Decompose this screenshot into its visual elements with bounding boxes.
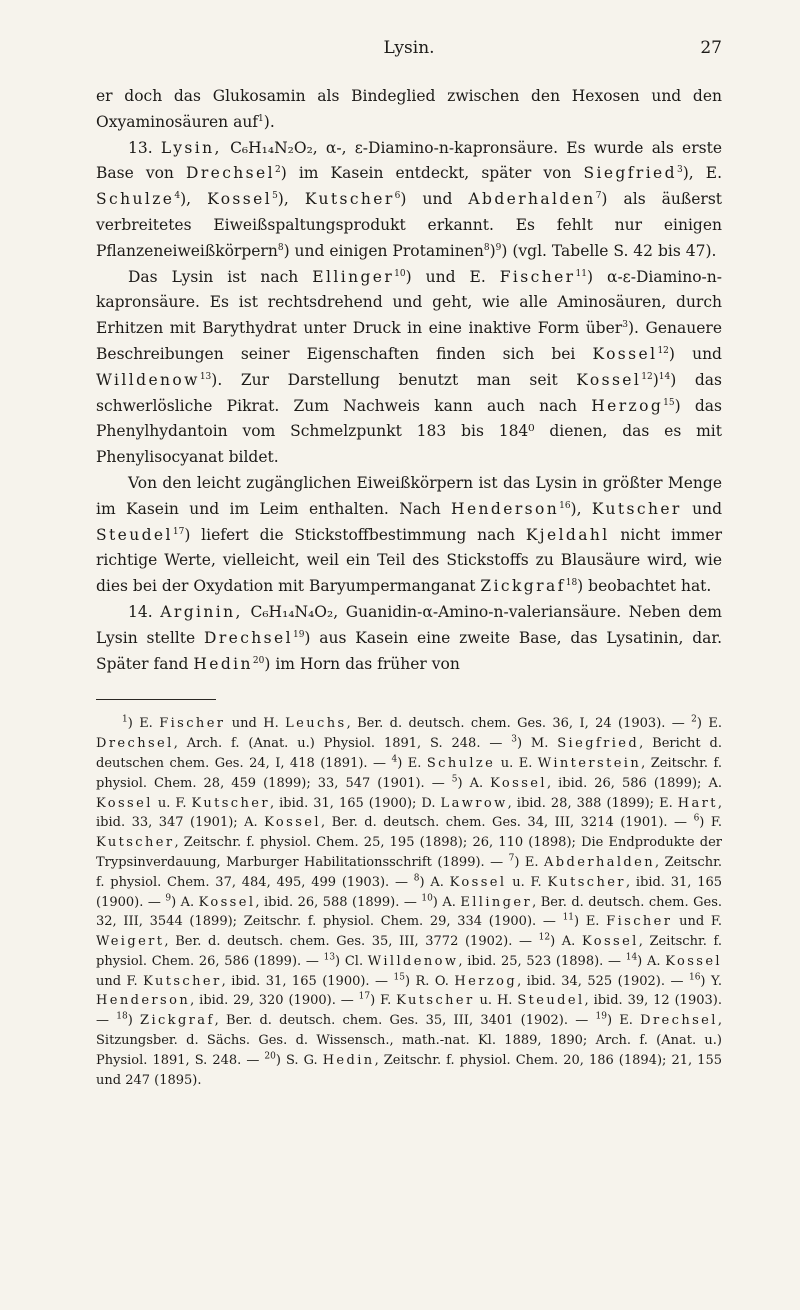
text-run: ), E.	[682, 164, 722, 183]
text-run: ) S. G.	[275, 1052, 323, 1068]
footnote-ref: 19	[292, 629, 305, 640]
spaced-name: Drechsel	[204, 628, 293, 647]
text-run: ) A.	[457, 775, 491, 791]
text-run: ),	[277, 190, 305, 209]
text-run: )	[652, 370, 659, 389]
text-run: ) aus Kasein eine zweite Base, das Lysatinin, dar. Später fand	[96, 628, 722, 673]
footnote-ref: 16	[559, 500, 571, 511]
footnote-ref: 18	[565, 577, 578, 588]
footnote-ref: 8	[483, 242, 490, 253]
spaced-name: Kossel	[490, 775, 547, 791]
spaced-name: Weigert	[96, 934, 165, 950]
spaced-name: Kutscher	[96, 835, 175, 851]
text-run: u. F.	[506, 874, 548, 890]
footnote-ref: 18	[116, 1011, 128, 1022]
spaced-name: Kutscher	[304, 190, 395, 209]
footnote-ref: 19	[595, 1011, 607, 1022]
spaced-name: Hedin	[193, 654, 253, 673]
text-run: , Zeitschr. f. physiol. Chem. 28, 459 (1899); 33, 547 (1901). —	[96, 755, 723, 791]
spaced-name: Drechsel	[96, 736, 174, 752]
footnote-ref: 13	[323, 952, 336, 963]
text-run: er doch das Glukosamin als Bindeglied zwischen den Hexosen und den Oxyaminosäuren auf	[96, 87, 722, 131]
spaced-name: Steudel	[96, 525, 173, 544]
text-run: , Ber. d. deutsch. chem. Ges. 35, III, 3401 (1902). —	[214, 1013, 596, 1029]
spaced-name: Herzog	[454, 973, 518, 989]
spaced-name: Kutscher	[191, 795, 270, 811]
paragraph	[96, 265, 722, 471]
text-run: , Ber. d. deutsch. chem. Ges. 35, III, 3772 (1902). —	[164, 934, 539, 950]
text-run: , ibid. 33, 347 (1901); A.	[96, 795, 723, 831]
footnote-ref: 8	[413, 873, 420, 884]
text-run: ) E.	[514, 854, 545, 870]
text-run: ) A.	[637, 953, 666, 969]
spaced-name: Kossel	[581, 934, 639, 950]
text-run: ) im Kasein entdeckt, später von	[280, 164, 584, 183]
spaced-name: Drechsel	[640, 1013, 718, 1029]
spaced-name: Leuchs	[285, 716, 347, 732]
spaced-name: Fischer	[606, 914, 673, 930]
spaced-name: Kutscher	[547, 874, 626, 890]
text-run: und	[681, 499, 722, 518]
spaced-name: Kutscher	[143, 973, 222, 989]
footnote-ref: 15	[663, 397, 675, 408]
spaced-name: Kossel	[207, 190, 273, 209]
spaced-name: Kutscher	[591, 499, 682, 518]
footnote-ref: 3	[676, 165, 683, 176]
text-run: , ibid. 25, 523 (1898). —	[458, 953, 626, 969]
footnote-ref: 5	[272, 191, 278, 202]
footnote-ref: 4	[391, 754, 398, 765]
text-run: )	[127, 1013, 141, 1029]
spaced-name: Steudel	[517, 993, 585, 1009]
spaced-name: Kossel	[198, 894, 256, 910]
text-run: und F.	[672, 914, 722, 930]
footnote-ref: 20	[264, 1051, 276, 1062]
text-run: , Arch. f. (Anat. u.) Physiol. 1891, S. 248. —	[173, 736, 512, 752]
text-run: ) und einigen Protaminen	[283, 241, 484, 260]
text-run: ) Cl.	[335, 953, 368, 969]
spaced-name: Lawrow	[440, 795, 508, 811]
text-run: Das Lysin ist nach	[128, 267, 313, 286]
spaced-name: Kossel	[264, 815, 321, 831]
spaced-name: Kossel	[665, 953, 722, 969]
text-run: C₆H₁₄N₂O₂, α-, ε-Diamino-n-kapronsäure. Es wurde als erste Base von	[96, 138, 722, 183]
footnote-ref: 11	[562, 912, 575, 923]
body-text	[96, 84, 722, 677]
text-run: , ibid. 39, 12 (1903). —	[96, 993, 722, 1029]
text-run: ) das Phenylhydantoin vom Schmelzpunkt 183 bis 184⁰ dienen, das es mit Phenylisocyanat bildet.	[96, 396, 722, 467]
text-run: ),	[570, 499, 592, 518]
page-number: 27	[700, 38, 722, 58]
paragraph	[96, 136, 722, 265]
text-run: ),	[180, 190, 208, 209]
spaced-name: Kutscher	[396, 993, 475, 1009]
text-run: , Zeitschr. f. physiol. Chem. 37, 484, 495, 499 (1903). —	[96, 854, 722, 890]
paragraph	[96, 600, 722, 677]
footnote-ref: 2	[691, 715, 697, 725]
spaced-name: Hart	[677, 795, 718, 811]
footnote-ref: 14	[658, 371, 671, 382]
footnote-ref: 12	[538, 932, 551, 943]
text-run: u. H.	[474, 993, 518, 1009]
text-run: , ibid. 31, 165 (1900); D.	[269, 795, 441, 811]
text-run: und H.	[225, 716, 286, 732]
text-run: , ibid. 26, 586 (1899); A.	[546, 775, 722, 791]
spaced-name: Kossel	[592, 344, 658, 363]
footnote-ref: 2	[274, 165, 281, 176]
spaced-name: Zickgraf	[480, 577, 566, 596]
text-run: , Bericht d. deutschen chem. Ges. 24, I, 418 (1891). —	[96, 736, 722, 771]
text-run: ) als äußerst verbreitetes Eiweißspaltungsprodukt erkannt. Es fehlt nur einigen Pflanzeneiweißkörpern	[96, 190, 723, 260]
text-run: ). Zur Darstellung benutzt man seit	[211, 370, 577, 389]
text-run: ) E.	[606, 1013, 641, 1029]
text-run: , ibid. 26, 588 (1899). —	[255, 894, 422, 910]
text-run: 14.	[128, 602, 161, 621]
text-run: ) und E.	[405, 267, 500, 286]
footnote-ref: 10	[394, 268, 406, 279]
text-run: ) E.	[574, 914, 607, 930]
spaced-name: Willdenow	[367, 953, 459, 969]
footnote	[96, 714, 722, 1090]
spaced-name: Fischer	[499, 267, 576, 286]
text-run: ) F.	[699, 815, 722, 831]
text-run: , Zeitschr. f. physiol. Chem. 26, 586 (1899). —	[96, 934, 722, 969]
spaced-name: Henderson	[96, 993, 191, 1009]
text-run: , ibid. 31, 165 (1900). —	[221, 973, 394, 989]
text-run: ) A.	[550, 934, 582, 950]
text-run: , ibid. 34, 525 (1902). —	[517, 973, 689, 989]
spaced-name: Kossel	[96, 795, 153, 811]
spaced-name: Zickgraf	[140, 1013, 215, 1029]
footnote-ref: 11	[575, 268, 587, 279]
spaced-name: Hedin	[322, 1052, 375, 1068]
spaced-name: Abderhalden	[468, 190, 596, 209]
text-run: C₆H₁₄N₄O₂, Guanidin-α-Amino-n-valeriansäure. Neben dem Lysin stellte	[96, 602, 722, 647]
footnote-divider	[96, 699, 216, 700]
text-run: u. E.	[495, 755, 538, 771]
spaced-name: Ellinger	[312, 267, 395, 286]
footnote-ref: 6	[394, 191, 401, 202]
text-run: ) im Horn das früher von	[264, 654, 460, 673]
spaced-name: Schulze	[96, 190, 175, 209]
text-run: , Zeitschr. f. physiol. Chem. 20, 186 (1894); 21, 155 und 247 (1895).	[96, 1052, 722, 1088]
text-run: ) E.	[397, 755, 427, 771]
text-run: ) E.	[696, 716, 722, 732]
text-run: ) liefert die Stickstoffbestimmung nach	[184, 525, 526, 544]
text-run: ) A.	[419, 874, 450, 890]
spaced-name: Ellinger	[460, 894, 533, 910]
text-run: , Ber. d. deutsch. chem. Ges. 32, III, 3544 (1899); Zeitschr. f. physiol. Chem. 29, 334 (1900). —	[96, 894, 723, 930]
text-run: 13.	[128, 138, 161, 157]
footnote-ref: 13	[199, 371, 212, 382]
text-run: ) α-ε-Diamino-n-kapronsäure. Es ist rechtsdrehend und geht, wie alle Aminosäuren, durch Erhitzen mit Barythydrat unter Druck in eine inaktive Form über	[96, 267, 722, 338]
text-run: ) M.	[516, 736, 558, 752]
spaced-name: Henderson	[451, 499, 560, 518]
spaced-name: Siegfried	[583, 164, 677, 183]
footnote-ref: 20	[252, 655, 265, 666]
footnote-ref: 9	[495, 242, 502, 253]
text-run: ) (vgl. Tabelle S. 42 bis 47).	[501, 241, 717, 260]
text-run: ) E.	[127, 716, 160, 732]
spaced-name: Arginin,	[160, 602, 243, 621]
spaced-name: Lysin,	[160, 138, 222, 157]
spaced-name: Kossel	[576, 370, 642, 389]
paragraph	[96, 84, 722, 136]
footnote-ref: 9	[165, 893, 172, 904]
footnote-ref: 4	[174, 191, 181, 202]
text-run: )	[489, 241, 496, 260]
spaced-name: Siegfried	[557, 736, 640, 752]
footnote-ref: 10	[421, 893, 433, 904]
footnote-ref: 15	[393, 972, 405, 983]
text-run: ) und	[400, 190, 469, 209]
text-run: u. F.	[152, 795, 192, 811]
text-run: , Sitzungsber. d. Sächs. Ges. d. Wissensch., math.-nat. Kl. 1889, 1890; Arch. f. (Anat. u.) Physiol. 1891, S. 248. —	[96, 1013, 722, 1068]
text-run: Von den leicht zugänglichen Eiweißkörpern ist das Lysin in größter Menge im Kasein und im Leim enthalten. Nach	[96, 473, 722, 518]
spaced-name: Herzog	[591, 396, 664, 415]
text-run: , ibid. 31, 165 (1900). —	[96, 874, 723, 910]
text-run: ).	[263, 112, 275, 131]
footnote-ref: 16	[688, 972, 701, 983]
text-run: ) das schwerlösliche Pikrat. Zum Nachweis kann auch nach	[96, 370, 722, 415]
spaced-name: Fischer	[159, 716, 226, 732]
footnote-ref: 1	[258, 113, 264, 124]
text-run: ) Y.	[700, 973, 723, 989]
footnote-ref: 6	[693, 813, 700, 824]
running-head	[96, 38, 722, 60]
footnote-ref: 8	[277, 242, 284, 253]
text-run: ) beobachtet hat.	[577, 577, 712, 596]
footnote-ref: 7	[508, 853, 515, 864]
footnote-ref: 5	[451, 774, 458, 785]
text-run: , ibid. 29, 320 (1900). —	[190, 993, 359, 1009]
footnote-ref: 14	[625, 952, 638, 963]
footnote-ref: 3	[511, 734, 517, 745]
text-run: ) R. O.	[404, 973, 455, 989]
footnote-ref: 3	[622, 320, 628, 331]
page-title: Lysin.	[383, 38, 435, 58]
text-run: ) A.	[432, 894, 461, 910]
text-run: und F.	[96, 973, 144, 989]
paragraph	[96, 471, 722, 600]
spaced-name: Kossel	[449, 874, 507, 890]
text-run: ) F.	[370, 993, 397, 1009]
spaced-name: Willdenow	[96, 370, 200, 389]
text-run: , Ber. d. deutsch. chem. Ges. 34, III, 3214 (1901). —	[320, 815, 694, 831]
spaced-name: Abderhalden	[544, 854, 656, 870]
footnote-ref: 12	[657, 345, 669, 356]
text-run: ). Genauere Beschreibungen seiner Eigenschaften finden sich bei	[96, 319, 722, 363]
spaced-name: Winterstein	[537, 755, 642, 771]
spaced-name: Schulze	[426, 755, 496, 771]
footnote-ref: 1	[122, 715, 128, 725]
text-run: nicht immer richtige Werte, vielleicht, weil ein Teil des Stickstoffs zu Blausäure wird, wie dies bei der Oxydation mit Baryumpermanganat	[96, 525, 722, 596]
footnote-ref: 17	[172, 526, 185, 537]
text-run: , Zeitschr. f. physiol. Chem. 25, 195 (1898); 26, 110 (1898); Die Endprodukte der Trypsinverdauung, Marburger Habilitationsschrift (1899). —	[96, 835, 722, 870]
footnotes	[96, 714, 722, 1090]
text-run: , Ber. d. deutsch. chem. Ges. 36, I, 24 (1903). —	[346, 716, 692, 732]
text-run: , ibid. 28, 388 (1899); E.	[507, 795, 678, 811]
text-run: ) und	[668, 344, 722, 363]
footnote-ref: 12	[641, 371, 653, 382]
footnote-ref: 7	[595, 191, 602, 202]
footnote-ref: 17	[358, 992, 371, 1003]
spaced-name: Drechsel	[186, 164, 275, 183]
text-run: ) A.	[171, 894, 199, 910]
spaced-name: Kjeldahl	[525, 525, 610, 544]
